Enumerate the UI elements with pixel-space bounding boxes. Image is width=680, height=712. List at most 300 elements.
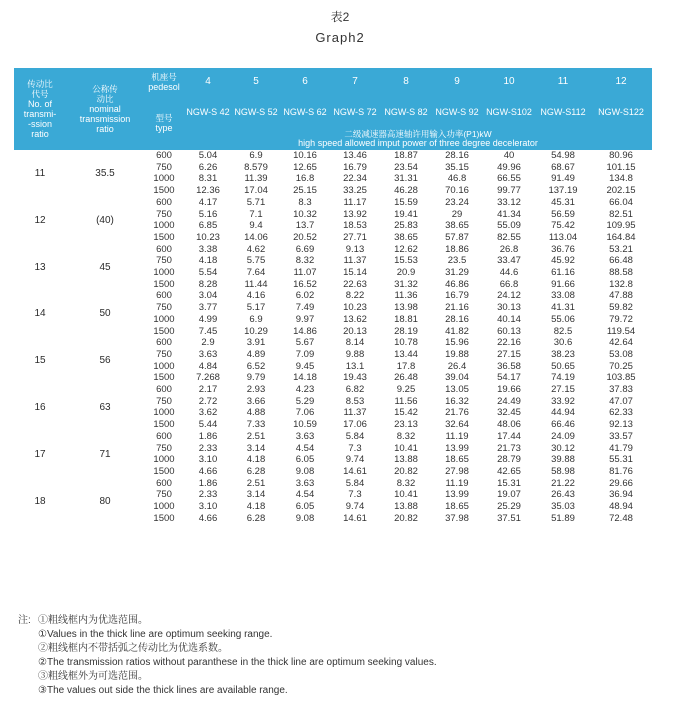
power-cell: 47.07 xyxy=(609,395,633,407)
header-size-8: 8 xyxy=(380,68,432,96)
power-cell: 4.18 xyxy=(246,501,266,513)
power-cell: 15.96 xyxy=(445,337,469,349)
power-cell: 5.04 xyxy=(198,150,218,161)
power-cell: 26.43 xyxy=(551,489,575,501)
power-cell: 6.28 xyxy=(246,512,266,524)
power-cell: 8.22 xyxy=(345,290,365,302)
power-cell: 13.1 xyxy=(345,360,365,372)
power-cell: 101.15 xyxy=(606,161,636,173)
power-cell: 30.13 xyxy=(497,302,521,314)
power-cell: 40.14 xyxy=(497,313,521,325)
power-cell: 23.54 xyxy=(394,161,418,173)
power-cell: 26.8 xyxy=(499,243,519,255)
power-cell: 7.268 xyxy=(196,372,220,384)
ratio-no-cell: 15 xyxy=(34,355,46,367)
power-cell: 11.37 xyxy=(343,407,367,419)
power-cell: 6.85 xyxy=(198,220,218,232)
power-cell: 27.15 xyxy=(551,384,575,396)
power-cell: 17.06 xyxy=(343,419,367,431)
header-model-12: NGW-S122 xyxy=(590,96,652,128)
power-cell: 9.08 xyxy=(295,512,315,524)
power-cell: 8.53 xyxy=(345,395,365,407)
speed-cell: 600 xyxy=(156,477,172,489)
power-cell: 38.65 xyxy=(445,220,469,232)
power-cell: 113.04 xyxy=(548,231,578,243)
power-cell: 54.17 xyxy=(497,372,521,384)
ratio-no-cell: 18 xyxy=(34,495,46,507)
power-cell: 5.84 xyxy=(345,477,365,489)
power-cell: 4.17 xyxy=(198,196,218,208)
notes xyxy=(18,614,437,698)
power-cell: 66.8 xyxy=(499,278,519,290)
power-cell: 7.33 xyxy=(246,419,266,431)
power-cell: 18.87 xyxy=(394,150,418,161)
power-cell: 2.51 xyxy=(246,430,266,442)
power-cell: 3.10 xyxy=(198,501,218,513)
speed-cell: 1000 xyxy=(153,313,175,325)
power-cell: 5.67 xyxy=(295,337,315,349)
power-cell: 14.18 xyxy=(293,372,317,384)
nominal-ratio-cell: 71 xyxy=(99,448,111,460)
power-cell: 48.06 xyxy=(497,419,521,431)
table-row xyxy=(14,244,652,256)
power-cell: 3.38 xyxy=(198,243,218,255)
power-cell: 15.59 xyxy=(394,196,418,208)
header-base-label: 机座号 pedesol xyxy=(144,68,184,96)
power-cell: 13.46 xyxy=(343,150,367,161)
table-caption-cn: 表2 xyxy=(330,10,350,24)
power-cell: 4.84 xyxy=(198,360,218,372)
power-cell: 23.13 xyxy=(394,419,418,431)
power-cell: 44.6 xyxy=(499,267,519,279)
power-cell: 25.15 xyxy=(293,185,317,197)
power-cell: 14.61 xyxy=(343,512,367,524)
power-cell: 3.63 xyxy=(198,348,218,360)
power-cell: 26.48 xyxy=(394,372,418,384)
power-cell: 20.52 xyxy=(293,231,317,243)
speed-cell: 600 xyxy=(156,196,172,208)
power-cell: 11.19 xyxy=(445,477,469,489)
power-cell: 15.14 xyxy=(343,267,367,279)
power-cell: 8.14 xyxy=(345,337,365,349)
header-model-9: NGW-S 92 xyxy=(432,96,482,128)
power-table xyxy=(14,68,652,525)
power-cell: 91.66 xyxy=(551,278,575,290)
power-cell: 19.66 xyxy=(497,384,521,396)
power-cell: 109.95 xyxy=(606,220,636,232)
power-cell: 14.86 xyxy=(293,325,317,337)
power-cell: 7.45 xyxy=(198,325,218,337)
power-cell: 18.86 xyxy=(445,243,469,255)
header-model-8: NGW-S 82 xyxy=(380,96,432,128)
power-cell: 28.79 xyxy=(497,454,521,466)
power-cell: 27.15 xyxy=(497,348,521,360)
note-line: ①Values in the thick line are optimum seeking range. xyxy=(38,629,273,640)
power-cell: 16.8 xyxy=(295,173,315,185)
speed-cell: 1500 xyxy=(153,512,175,524)
power-cell: 4.16 xyxy=(246,290,266,302)
power-cell: 11.39 xyxy=(244,173,268,185)
header-size-4: 4 xyxy=(184,68,232,96)
power-cell: 3.14 xyxy=(246,489,266,501)
note-line: ②粗线框内不带括弧之传动比为优选系数。 xyxy=(38,643,228,654)
speed-cell: 750 xyxy=(156,161,172,173)
power-cell: 23.24 xyxy=(445,196,469,208)
power-cell: 2.51 xyxy=(246,477,266,489)
power-cell: 9.74 xyxy=(345,454,365,466)
table-row xyxy=(14,150,652,162)
note-line: ①粗线框内为优选范围。 xyxy=(38,615,148,626)
power-cell: 11.44 xyxy=(244,278,268,290)
power-cell: 2.9 xyxy=(201,337,215,349)
power-cell: 3.91 xyxy=(246,337,266,349)
power-cell: 55.06 xyxy=(551,313,575,325)
power-cell: 21.73 xyxy=(497,442,521,454)
speed-cell: 750 xyxy=(156,489,172,501)
speed-cell: 1000 xyxy=(153,454,175,466)
power-cell: 32.64 xyxy=(445,419,469,431)
nominal-ratio-cell: 63 xyxy=(99,401,111,413)
power-cell: 10.32 xyxy=(293,208,317,220)
speed-cell: 1500 xyxy=(153,465,175,477)
power-cell: 2.17 xyxy=(198,384,218,396)
power-cell: 20.82 xyxy=(394,465,418,477)
power-cell: 6.9 xyxy=(249,150,263,161)
power-cell: 4.99 xyxy=(198,313,218,325)
power-cell: 66.48 xyxy=(609,255,633,267)
power-cell: 74.19 xyxy=(551,372,575,384)
power-cell: 49.96 xyxy=(497,161,521,173)
power-cell: 44.94 xyxy=(551,407,575,419)
power-cell: 54.98 xyxy=(551,150,575,161)
power-cell: 12.65 xyxy=(293,161,317,173)
header-model-label: 型号 type xyxy=(144,96,184,150)
power-cell: 6.26 xyxy=(198,161,218,173)
header-size-10: 10 xyxy=(482,68,536,96)
power-cell: 22.16 xyxy=(497,337,521,349)
power-cell: 10.29 xyxy=(244,325,268,337)
table-row xyxy=(14,290,652,302)
power-cell: 22.63 xyxy=(343,278,367,290)
power-cell: 4.66 xyxy=(198,512,218,524)
ratio-no-cell: 14 xyxy=(34,308,46,320)
power-cell: 19.88 xyxy=(445,348,469,360)
power-cell: 8.32 xyxy=(396,430,416,442)
power-cell: 21.76 xyxy=(445,407,469,419)
speed-cell: 600 xyxy=(156,150,172,161)
power-cell: 17.04 xyxy=(244,185,268,197)
power-cell: 66.55 xyxy=(497,173,521,185)
ratio-no-cell: 13 xyxy=(34,261,46,273)
power-cell: 9.13 xyxy=(345,243,365,255)
power-cell: 2.33 xyxy=(198,489,218,501)
power-cell: 33.57 xyxy=(609,430,633,442)
power-cell: 6.9 xyxy=(249,313,263,325)
power-cell: 31.29 xyxy=(445,267,469,279)
power-cell: 20.82 xyxy=(394,512,418,524)
power-cell: 7.3 xyxy=(348,442,362,454)
power-cell: 56.59 xyxy=(551,208,575,220)
power-cell: 137.19 xyxy=(548,185,578,197)
power-cell: 10.59 xyxy=(293,419,317,431)
power-cell: 91.49 xyxy=(551,173,575,185)
power-cell: 59.82 xyxy=(609,302,633,314)
power-cell: 72.48 xyxy=(609,512,633,524)
power-cell: 17.44 xyxy=(497,430,521,442)
power-cell: 30.12 xyxy=(551,442,575,454)
power-cell: 13.98 xyxy=(394,302,418,314)
power-cell: 8.3 xyxy=(298,196,312,208)
power-cell: 26.4 xyxy=(447,360,467,372)
nominal-ratio-cell: 80 xyxy=(99,495,111,507)
speed-cell: 600 xyxy=(156,243,172,255)
power-cell: 19.41 xyxy=(394,208,418,220)
power-cell: 66.04 xyxy=(609,196,633,208)
nominal-ratio-cell: 50 xyxy=(99,308,111,320)
power-cell: 41.31 xyxy=(551,302,575,314)
power-cell: 82.5 xyxy=(553,325,573,337)
power-cell: 18.65 xyxy=(445,501,469,513)
header-size-11: 11 xyxy=(536,68,590,96)
header-size-12: 12 xyxy=(590,68,652,96)
note-line: ③The values out side the thick lines are available range. xyxy=(38,685,288,696)
power-cell: 2.33 xyxy=(198,442,218,454)
speed-cell: 1000 xyxy=(153,407,175,419)
speed-cell: 1500 xyxy=(153,185,175,197)
power-cell: 132.8 xyxy=(609,278,633,290)
power-cell: 6.82 xyxy=(345,384,365,396)
power-cell: 6.05 xyxy=(295,454,315,466)
power-cell: 9.45 xyxy=(295,360,315,372)
notes-lead: 注: xyxy=(18,615,31,626)
power-cell: 37.98 xyxy=(445,512,469,524)
header-model-6: NGW-S 62 xyxy=(280,96,330,128)
power-cell: 11.37 xyxy=(343,255,367,267)
power-cell: 10.41 xyxy=(394,442,418,454)
power-cell: 51.89 xyxy=(551,512,575,524)
power-cell: 12.36 xyxy=(196,185,220,197)
power-cell: 13.88 xyxy=(394,454,418,466)
power-cell: 48.94 xyxy=(609,501,633,513)
power-cell: 9.88 xyxy=(345,348,365,360)
power-cell: 18.53 xyxy=(343,220,367,232)
power-cell: 35.15 xyxy=(445,161,469,173)
power-cell: 29.66 xyxy=(609,477,633,489)
power-cell: 35.03 xyxy=(551,501,575,513)
speed-cell: 750 xyxy=(156,255,172,267)
speed-cell: 600 xyxy=(156,430,172,442)
power-cell: 40 xyxy=(503,150,515,161)
power-cell: 47.88 xyxy=(609,290,633,302)
power-cell: 4.18 xyxy=(246,454,266,466)
power-cell: 9.97 xyxy=(295,313,315,325)
power-cell: 13.92 xyxy=(343,208,367,220)
power-cell: 3.77 xyxy=(198,302,218,314)
power-cell: 8.32 xyxy=(396,477,416,489)
power-cell: 8.31 xyxy=(198,173,218,185)
power-cell: 11.19 xyxy=(445,430,469,442)
power-cell: 39.04 xyxy=(445,372,469,384)
power-cell: 10.78 xyxy=(394,337,418,349)
power-cell: 7.64 xyxy=(246,267,266,279)
speed-cell: 1000 xyxy=(153,267,175,279)
power-cell: 33.47 xyxy=(497,255,521,267)
power-cell: 39.88 xyxy=(551,454,575,466)
power-cell: 25.83 xyxy=(394,220,418,232)
power-cell: 13.44 xyxy=(394,348,418,360)
power-cell: 33.12 xyxy=(497,196,521,208)
ratio-no-cell: 11 xyxy=(34,167,46,179)
table-row xyxy=(14,384,652,396)
power-cell: 12.62 xyxy=(394,243,418,255)
power-cell: 7.1 xyxy=(249,208,263,220)
power-cell: 6.69 xyxy=(295,243,315,255)
power-cell: 4.88 xyxy=(246,407,266,419)
power-cell: 41.34 xyxy=(497,208,521,220)
power-cell: 88.58 xyxy=(609,267,633,279)
power-cell: 18.65 xyxy=(445,454,469,466)
power-cell: 134.8 xyxy=(609,173,633,185)
speed-cell: 750 xyxy=(156,442,172,454)
speed-cell: 1500 xyxy=(153,231,175,243)
power-cell: 13.88 xyxy=(394,501,418,513)
power-cell: 10.23 xyxy=(196,231,220,243)
ratio-no-cell: 17 xyxy=(34,448,46,460)
power-cell: 16.52 xyxy=(293,278,317,290)
power-cell: 9.08 xyxy=(295,465,315,477)
power-cell: 46.28 xyxy=(394,185,418,197)
power-cell: 28.19 xyxy=(394,325,418,337)
power-cell: 16.79 xyxy=(445,290,469,302)
power-cell: 7.3 xyxy=(348,489,362,501)
ratio-no-cell: 12 xyxy=(34,214,46,226)
power-cell: 27.98 xyxy=(445,465,469,477)
power-cell: 9.74 xyxy=(345,501,365,513)
power-cell: 68.67 xyxy=(551,161,575,173)
speed-cell: 1500 xyxy=(153,325,175,337)
power-cell: 46.8 xyxy=(447,173,467,185)
power-cell: 6.28 xyxy=(246,465,266,477)
power-cell: 9.4 xyxy=(249,220,263,232)
power-cell: 36.76 xyxy=(551,243,575,255)
power-cell: 13.99 xyxy=(445,489,469,501)
speed-cell: 1500 xyxy=(153,372,175,384)
power-cell: 22.34 xyxy=(343,173,367,185)
power-cell: 24.12 xyxy=(497,290,521,302)
power-cell: 53.08 xyxy=(609,348,633,360)
power-cell: 5.44 xyxy=(198,419,218,431)
power-cell: 4.54 xyxy=(295,489,315,501)
speed-cell: 600 xyxy=(156,337,172,349)
power-cell: 99.77 xyxy=(497,185,521,197)
power-cell: 5.16 xyxy=(198,208,218,220)
power-cell: 45.31 xyxy=(551,196,575,208)
power-cell: 61.16 xyxy=(551,267,575,279)
power-cell: 1.86 xyxy=(198,430,218,442)
header-ratio-no: 传动比 代号 No. of transmi- -ssion ratio xyxy=(14,68,66,150)
power-cell: 19.43 xyxy=(343,372,367,384)
power-cell: 13.99 xyxy=(445,442,469,454)
power-cell: 13.05 xyxy=(445,384,469,396)
power-cell: 42.64 xyxy=(609,337,633,349)
nominal-ratio-cell: 56 xyxy=(99,355,111,367)
speed-cell: 750 xyxy=(156,208,172,220)
power-cell: 4.23 xyxy=(295,384,315,396)
power-cell: 33.08 xyxy=(551,290,575,302)
power-cell: 8.28 xyxy=(198,278,218,290)
power-cell: 3.66 xyxy=(246,395,266,407)
power-cell: 3.14 xyxy=(246,442,266,454)
power-cell: 6.52 xyxy=(246,360,266,372)
power-cell: 19.07 xyxy=(497,489,521,501)
power-cell: 14.61 xyxy=(343,465,367,477)
speed-cell: 600 xyxy=(156,384,172,396)
power-cell: 21.16 xyxy=(445,302,469,314)
power-cell: 3.63 xyxy=(295,430,315,442)
power-cell: 11.07 xyxy=(293,267,317,279)
ratio-no-cell: 16 xyxy=(34,401,46,413)
power-cell: 11.17 xyxy=(343,196,367,208)
power-cell: 38.65 xyxy=(394,231,418,243)
power-cell: 82.51 xyxy=(609,208,633,220)
speed-cell: 750 xyxy=(156,302,172,314)
power-cell: 37.83 xyxy=(609,384,633,396)
nominal-ratio-cell: 45 xyxy=(99,261,111,273)
power-cell: 57.87 xyxy=(445,231,469,243)
note-line: ③粗线框外为可选范围。 xyxy=(38,671,148,682)
power-cell: 13.7 xyxy=(295,220,315,232)
power-cell: 55.09 xyxy=(497,220,521,232)
power-cell: 30.6 xyxy=(553,337,573,349)
power-cell: 16.79 xyxy=(343,161,367,173)
power-cell: 79.72 xyxy=(609,313,633,325)
power-cell: 4.66 xyxy=(198,465,218,477)
speed-cell: 1500 xyxy=(153,419,175,431)
power-cell: 15.31 xyxy=(497,477,521,489)
power-cell: 7.49 xyxy=(295,302,315,314)
power-cell: 37.51 xyxy=(497,512,521,524)
header-model-5: NGW-S 52 xyxy=(232,96,280,128)
table-row xyxy=(14,197,652,209)
power-cell: 45.92 xyxy=(551,255,575,267)
power-cell: 5.84 xyxy=(345,430,365,442)
power-cell: 21.22 xyxy=(551,477,575,489)
power-cell: 4.18 xyxy=(198,255,218,267)
header-size-5: 5 xyxy=(232,68,280,96)
power-cell: 55.31 xyxy=(609,454,633,466)
power-cell: 31.31 xyxy=(394,173,418,185)
power-cell: 6.05 xyxy=(295,501,315,513)
power-cell: 92.13 xyxy=(609,419,633,431)
power-cell: 46.86 xyxy=(445,278,469,290)
table-row xyxy=(14,478,652,490)
power-cell: 4.89 xyxy=(246,348,266,360)
power-cell: 66.46 xyxy=(551,419,575,431)
speed-cell: 1000 xyxy=(153,220,175,232)
power-cell: 10.16 xyxy=(293,150,317,161)
power-cell: 53.21 xyxy=(609,243,633,255)
power-cell: 29 xyxy=(451,208,463,220)
header-size-6: 6 xyxy=(280,68,330,96)
power-cell: 33.92 xyxy=(551,395,575,407)
speed-cell: 750 xyxy=(156,348,172,360)
power-cell: 7.06 xyxy=(295,407,315,419)
speed-cell: 600 xyxy=(156,290,172,302)
power-cell: 32.45 xyxy=(497,407,521,419)
power-cell: 27.71 xyxy=(343,231,367,243)
header-size-7: 7 xyxy=(330,68,380,96)
power-cell: 20.13 xyxy=(343,325,367,337)
